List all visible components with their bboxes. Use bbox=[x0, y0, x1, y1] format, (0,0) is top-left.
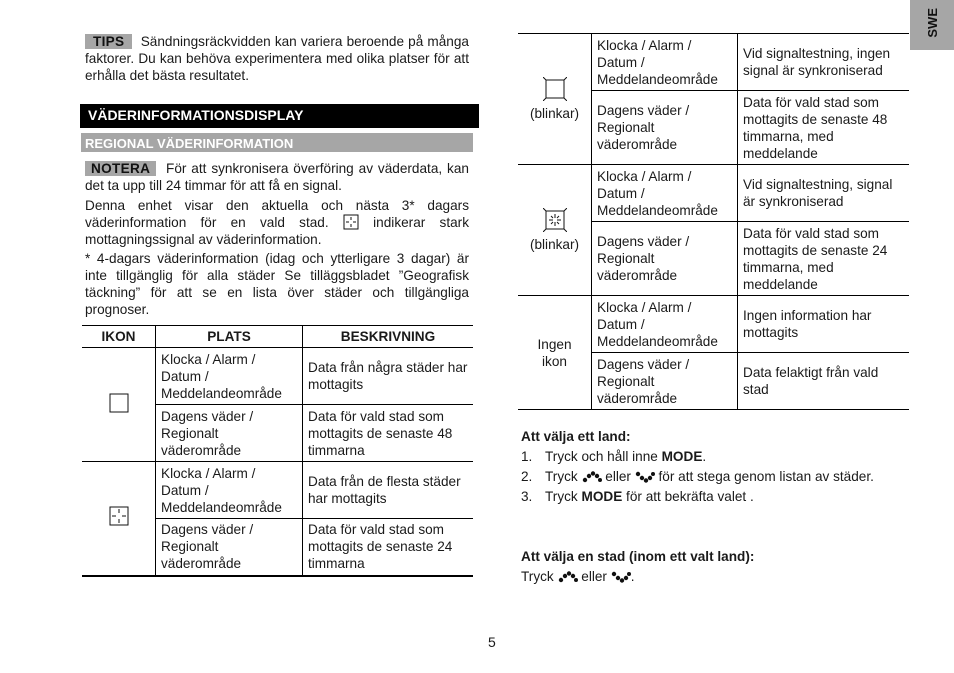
body-paragraph-2: * 4-dagars väderinformation (idag och ytterligare 3 dagar) är inte tillgänglig för alla städer Se tilläggsbladet ”Geografisk täckning” för att se en lista över städer och tillgängliga prognoser. bbox=[85, 251, 469, 317]
subsection-title bbox=[81, 133, 473, 152]
tips-label: TIPS bbox=[85, 34, 132, 49]
step-text: . bbox=[630, 569, 635, 584]
no-signal-icon bbox=[109, 393, 129, 413]
blinking-frame-icon bbox=[543, 77, 567, 101]
beskrivning-cell: Vid signaltestning, ingen signal är synkroniserad bbox=[743, 46, 891, 78]
step-number: 1. bbox=[521, 449, 533, 464]
step-number: 3. bbox=[521, 489, 533, 504]
plats-cell: Dagens väder / Regionalt väderområde bbox=[592, 222, 738, 296]
step-text: Tryck bbox=[545, 469, 582, 484]
language-tab bbox=[910, 0, 954, 50]
select-country-title: Att välja ett land: bbox=[521, 429, 631, 444]
tips-text: Sändningsräckvidden kan variera beroende på många faktorer. Du kan behöva experimentera med olika platser för att erhålla det bästa resultatet. bbox=[85, 34, 469, 83]
select-city-title: Att välja en stad (inom ett valt land): bbox=[521, 549, 755, 564]
step-text: för att bekräfta valet . bbox=[622, 489, 754, 504]
page-number: 5 bbox=[488, 634, 496, 650]
no-icon-label: Ingen ikon bbox=[537, 336, 572, 369]
plats-cell: Klocka / Alarm / Datum / Meddelandeområde bbox=[156, 462, 303, 519]
header-beskrivning: BESKRIVNING bbox=[340, 329, 436, 344]
beskrivning-cell: Data för vald stad som mottagits de senaste 48 timmarna bbox=[308, 408, 453, 458]
select-country-section bbox=[521, 427, 921, 507]
step-text: eller bbox=[577, 569, 611, 584]
blinking-signal-icon bbox=[543, 208, 567, 232]
step-text: Tryck och håll inne bbox=[545, 449, 662, 464]
select-city-section bbox=[521, 547, 921, 587]
plats-cell: Klocka / Alarm / Datum / Meddelandeområde bbox=[156, 348, 303, 405]
signal-icon bbox=[109, 506, 129, 526]
para1-start: Denna enhet visar den aktuella och nästa 3* dagars väderinformation för en vald stad. bbox=[85, 198, 469, 230]
header-plats: PLATS bbox=[156, 326, 303, 348]
step-text: för att stega genom listan av städer. bbox=[654, 469, 874, 484]
icon-cell-blink-signal bbox=[518, 165, 592, 296]
step-text: Tryck bbox=[545, 489, 582, 504]
body-paragraph-1 bbox=[85, 197, 469, 248]
para1-end: indikerar stark mottagningssignal av väderinformation. bbox=[85, 215, 469, 247]
icon-cell-none bbox=[518, 296, 592, 410]
step-text: eller bbox=[601, 469, 635, 484]
beskrivning-cell: Ingen information har mottagits bbox=[743, 308, 872, 340]
beskrivning-cell: Data för vald stad som mottagits de senaste 24 timmarna bbox=[308, 522, 453, 572]
plats-cell: Dagens väder / Regionalt väderområde bbox=[156, 519, 303, 576]
tips-paragraph bbox=[85, 33, 469, 84]
beskrivning-cell: Data felaktigt från vald stad bbox=[743, 365, 879, 397]
beskrivning-cell: Data från de flesta städer har mottagits bbox=[308, 474, 461, 506]
mode-key-label: MODE bbox=[661, 449, 703, 464]
plats-cell: Dagens väder / Regionalt väderområde bbox=[156, 405, 303, 462]
icon-cell-blink-empty bbox=[518, 34, 592, 165]
icon-table-left bbox=[82, 325, 473, 577]
up-button-icon bbox=[558, 571, 578, 583]
icon-table-right bbox=[518, 33, 909, 410]
subsection-title-text: REGIONAL VÄDERINFORMATION bbox=[85, 136, 294, 151]
icon-cell-signal bbox=[82, 462, 156, 576]
down-button-icon bbox=[611, 571, 631, 583]
strong-signal-icon bbox=[343, 214, 359, 230]
beskrivning-cell: Vid signaltestning, signal är synkroniserad bbox=[743, 177, 893, 209]
beskrivning-cell: Data för vald stad som mottagits de senaste 48 timmarna, med meddelande bbox=[743, 94, 888, 161]
section-title-text: VÄDERINFORMATIONSDISPLAY bbox=[88, 107, 304, 123]
select-city-step bbox=[521, 567, 921, 587]
header-ikon: IKON bbox=[82, 326, 156, 348]
plats-cell: Klocka / Alarm / Datum / Meddelandeområde bbox=[592, 165, 738, 222]
notera-label: NOTERA bbox=[85, 161, 156, 176]
blink-label: (blinkar) bbox=[529, 236, 580, 252]
language-tab-label: SWE bbox=[925, 8, 940, 38]
plats-cell: Klocka / Alarm / Datum / Meddelandeområde bbox=[592, 34, 738, 91]
beskrivning-cell: Data från några städer har mottagits bbox=[308, 360, 468, 392]
step-1 bbox=[521, 447, 921, 467]
icon-cell-empty bbox=[82, 348, 156, 462]
mode-key-label: MODE bbox=[581, 489, 623, 504]
plats-cell: Dagens väder / Regionalt väderområde bbox=[592, 353, 738, 410]
step-number: 2. bbox=[521, 469, 533, 484]
plats-cell: Klocka / Alarm / Datum / Meddelandeområde bbox=[592, 296, 738, 353]
step-text: Tryck bbox=[521, 569, 558, 584]
notera-paragraph bbox=[85, 160, 469, 194]
beskrivning-cell: Data för vald stad som mottagits de senaste 24 timmarna, med meddelande bbox=[743, 225, 888, 292]
notera-text: För att synkronisera överföring av väderdata, kan det ta upp till 24 timmar för att få en signal. bbox=[85, 161, 469, 193]
blink-label: (blinkar) bbox=[529, 105, 580, 121]
step-3 bbox=[521, 487, 921, 507]
step-text: . bbox=[702, 449, 707, 464]
down-button-icon bbox=[635, 471, 655, 483]
step-2 bbox=[521, 467, 921, 487]
plats-cell: Dagens väder / Regionalt väderområde bbox=[592, 91, 738, 165]
up-button-icon bbox=[582, 471, 602, 483]
section-title bbox=[80, 104, 479, 128]
